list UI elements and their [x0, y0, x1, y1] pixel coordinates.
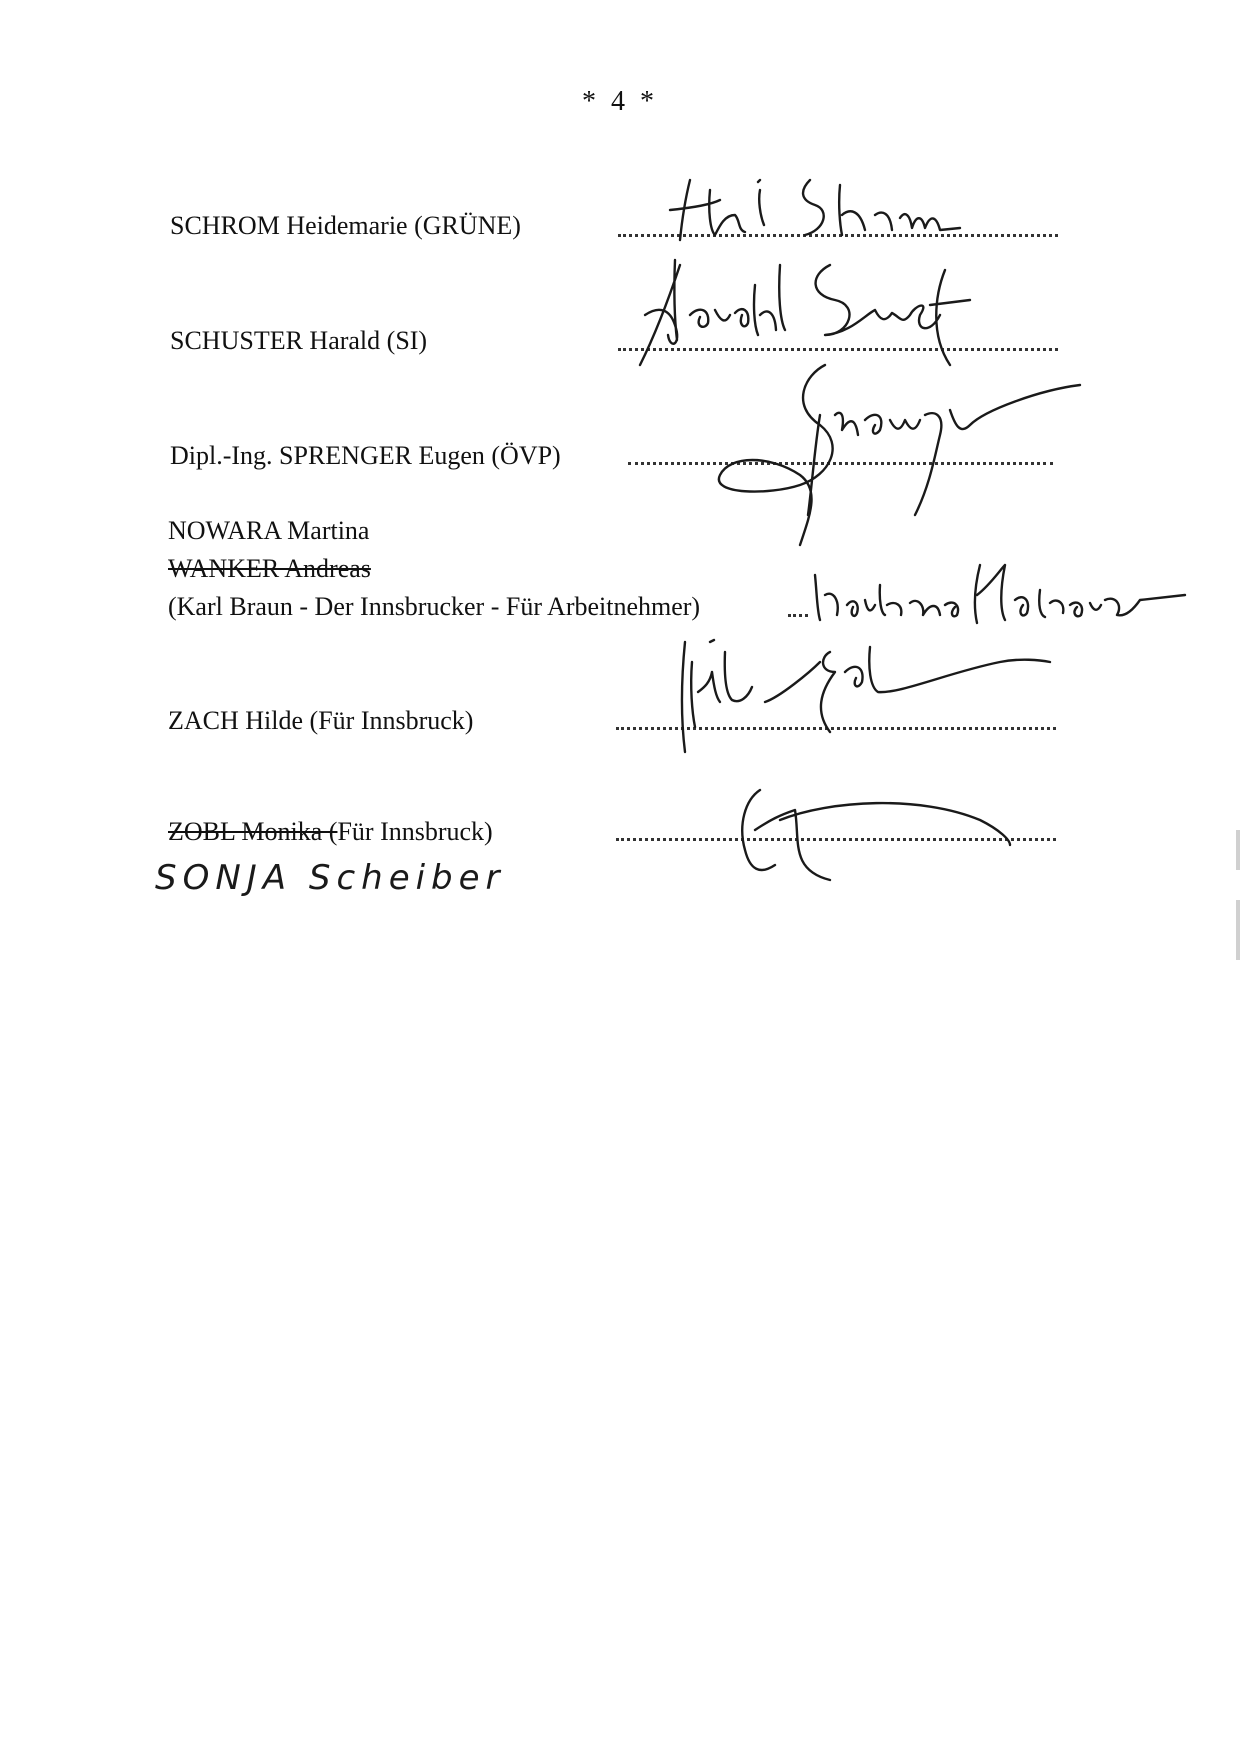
nowara-signature-icon	[805, 555, 1195, 635]
struck-name-wanker: WANKER Andreas	[168, 554, 371, 583]
schrom-signature-icon	[660, 170, 980, 250]
scan-artifact	[1236, 900, 1240, 960]
signatory-name-zach: ZACH Hilde (Für Innsbruck)	[168, 706, 474, 735]
scan-artifact	[1236, 830, 1240, 870]
party-affiliation: Für Innsbruck)	[337, 817, 493, 846]
signatory-name-zobl	[168, 816, 493, 848]
party-affiliation: (Karl Braun - Der Innsbrucker - Für Arbeitnehmer)	[168, 592, 701, 621]
signatory-name-schuster: SCHUSTER Harald (SI)	[170, 326, 428, 355]
sprenger-signature-icon	[710, 355, 1090, 555]
page-number: * 4 *	[582, 86, 658, 117]
signatory-name-sprenger: Dipl.-Ing. SPRENGER Eugen (ÖVP)	[170, 441, 561, 470]
handwritten-replacement-name: SONJA Scheiber	[155, 858, 506, 898]
signatory-name-nowara: NOWARA Martina	[168, 516, 370, 545]
scheiber-signature-icon	[720, 780, 1040, 890]
zach-signature-icon	[670, 632, 1070, 762]
signatory-name-schrom: SCHROM Heidemarie (GRÜNE)	[170, 211, 521, 240]
struck-name-zobl: ZOBL Monika (	[168, 817, 338, 846]
